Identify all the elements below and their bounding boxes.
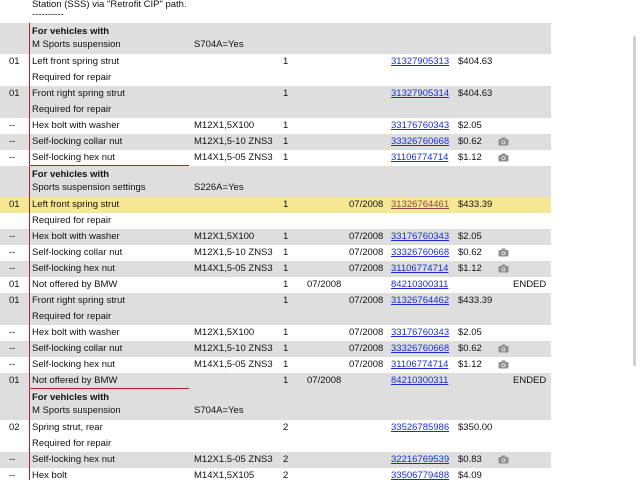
table-row xyxy=(0,325,551,341)
part-spec: M12X1,5X100 xyxy=(194,120,255,131)
part-quantity: 1 xyxy=(283,295,289,306)
group-header xyxy=(0,23,551,54)
part-number-link[interactable]: 31106774714 xyxy=(391,152,449,163)
table-row xyxy=(0,293,551,309)
item-number: -- xyxy=(9,327,16,338)
part-description: Left front spring strut xyxy=(32,199,120,210)
group-header-code: S704A=Yes xyxy=(194,39,244,50)
repair-note: Required for repair xyxy=(32,72,112,83)
part-price: $2.05 xyxy=(458,120,482,131)
intro-text xyxy=(32,0,552,20)
part-price: $0.62 xyxy=(458,343,482,354)
part-number-link[interactable]: 33326760668 xyxy=(391,343,450,354)
group-header xyxy=(0,166,551,197)
part-price: $433.39 xyxy=(458,199,493,210)
part-quantity: 1 xyxy=(283,359,289,370)
valid-to: 07/2008 xyxy=(349,263,384,274)
part-description: Self-locking hex nut xyxy=(32,263,115,274)
table-row xyxy=(0,373,551,389)
part-number-link[interactable]: 33526785986 xyxy=(391,422,450,433)
table-row xyxy=(0,357,551,373)
item-number: 02 xyxy=(9,422,20,433)
repair-note: Required for repair xyxy=(32,104,112,115)
part-description: Front right spring strut xyxy=(32,295,125,306)
valid-to: 07/2008 xyxy=(349,199,384,210)
status-label: ENDED xyxy=(513,375,547,386)
item-number: -- xyxy=(9,470,16,481)
note-row xyxy=(0,70,551,86)
note-row xyxy=(0,213,551,229)
table-row xyxy=(0,54,551,70)
item-number: 01 xyxy=(9,375,20,386)
part-number-link[interactable]: 84210300311 xyxy=(391,279,449,290)
item-number: 01 xyxy=(9,295,20,306)
part-quantity: 1 xyxy=(283,375,289,386)
camera-icon[interactable] xyxy=(498,153,509,162)
part-price: $404.63 xyxy=(458,56,493,67)
part-description: Not offered by BMW xyxy=(32,375,118,386)
note-row xyxy=(0,436,551,452)
item-number: -- xyxy=(9,247,16,258)
part-description: Self-locking hex nut xyxy=(32,152,115,163)
table-row xyxy=(0,420,551,436)
table-row xyxy=(0,134,551,150)
part-number-link[interactable]: 33176760343 xyxy=(391,327,450,338)
valid-to: 07/2008 xyxy=(349,247,384,258)
part-quantity: 2 xyxy=(283,454,289,465)
part-description: Self-locking hex nut xyxy=(32,359,115,370)
part-quantity: 1 xyxy=(283,231,289,242)
scrollbar[interactable] xyxy=(633,36,636,366)
part-description: Front right spring strut xyxy=(32,88,125,99)
camera-icon[interactable] xyxy=(498,264,509,273)
intro-divider: ---------- xyxy=(32,9,64,20)
item-number: -- xyxy=(9,120,16,131)
part-spec: M14X1,5-05 ZNS3 xyxy=(194,263,273,274)
table-row xyxy=(0,341,551,357)
table-row xyxy=(0,197,551,213)
camera-icon[interactable] xyxy=(498,360,509,369)
part-number-link[interactable]: 33326760668 xyxy=(391,247,450,258)
part-price: $2.05 xyxy=(458,327,482,338)
item-number: -- xyxy=(9,263,16,274)
group-header-condition: M Sports suspension xyxy=(32,405,121,416)
part-description: Spring strut, rear xyxy=(32,422,103,433)
part-spec: M12X1,5X100 xyxy=(194,327,255,338)
table-row xyxy=(0,277,551,293)
note-row xyxy=(0,102,551,118)
part-spec: M14X1,5X105 xyxy=(194,470,255,481)
table-row xyxy=(0,118,551,134)
part-description: Left front spring strut xyxy=(32,56,120,67)
part-price: $2.05 xyxy=(458,231,482,242)
part-number-link[interactable]: 31327905313 xyxy=(391,56,450,67)
group-header-title: For vehicles with xyxy=(32,169,110,180)
part-number-link[interactable]: 31106774714 xyxy=(391,263,449,274)
table-row xyxy=(0,261,551,277)
part-price: $1.12 xyxy=(458,263,482,274)
part-quantity: 1 xyxy=(283,120,289,131)
part-quantity: 2 xyxy=(283,422,289,433)
valid-to: 07/2008 xyxy=(349,295,384,306)
group-header-code: S226A=Yes xyxy=(194,182,244,193)
camera-icon[interactable] xyxy=(498,455,509,464)
item-number: -- xyxy=(9,231,16,242)
part-number-link[interactable]: 33506779488 xyxy=(391,470,450,481)
part-price: $350.00 xyxy=(458,422,493,433)
part-spec: M12X1.5-05 ZNS3 xyxy=(194,454,273,465)
part-description: Hex bolt with washer xyxy=(32,327,120,338)
part-number-link[interactable]: 31327905314 xyxy=(391,88,450,99)
part-number-link[interactable]: 32216769539 xyxy=(391,454,450,465)
part-description: Self-locking collar nut xyxy=(32,247,123,258)
repair-note: Required for repair xyxy=(32,311,112,322)
intro-line: Station (SSS) via "Retrofit CIP" path. xyxy=(32,0,187,10)
valid-to: 07/2008 xyxy=(349,231,384,242)
part-spec: M14X1,5-05 ZNS3 xyxy=(194,152,273,163)
part-quantity: 1 xyxy=(283,343,289,354)
part-quantity: 1 xyxy=(283,279,289,290)
part-price: $433.39 xyxy=(458,295,493,306)
item-number: -- xyxy=(9,136,16,147)
valid-from: 07/2008 xyxy=(307,279,342,290)
part-price: $1.12 xyxy=(458,152,482,163)
group-header xyxy=(0,389,551,420)
table-row xyxy=(0,150,551,166)
item-number: 01 xyxy=(9,279,20,290)
part-description: Hex bolt with washer xyxy=(32,120,120,131)
camera-icon[interactable] xyxy=(498,344,509,353)
part-spec: M12X1,5-10 ZNS3 xyxy=(194,136,273,147)
repair-note: Required for repair xyxy=(32,215,112,226)
part-price: $404.63 xyxy=(458,88,493,99)
part-quantity: 1 xyxy=(283,136,289,147)
part-quantity: 1 xyxy=(283,152,289,163)
part-description: Self-locking hex nut xyxy=(32,454,115,465)
part-price: $1.12 xyxy=(458,359,482,370)
part-number-link[interactable]: 33326760668 xyxy=(391,136,450,147)
part-description: Hex bolt xyxy=(32,470,67,481)
camera-icon[interactable] xyxy=(498,137,509,146)
part-quantity: 1 xyxy=(283,88,289,99)
group-header-condition: Sports suspension settings xyxy=(32,182,146,193)
part-price: $4.09 xyxy=(458,470,482,481)
part-number-link[interactable]: 33176760343 xyxy=(391,120,450,131)
part-spec: M12X1,5-10 ZNS3 xyxy=(194,247,273,258)
table-row xyxy=(0,229,551,245)
part-price: $0.83 xyxy=(458,454,482,465)
item-number: 01 xyxy=(9,88,20,99)
camera-icon[interactable] xyxy=(498,248,509,257)
part-price: $0.62 xyxy=(458,247,482,258)
item-number: -- xyxy=(9,152,16,163)
part-quantity: 1 xyxy=(283,327,289,338)
item-number: 01 xyxy=(9,56,20,67)
group-header-code: S704A=Yes xyxy=(194,405,244,416)
part-number-link[interactable]: 31326764462 xyxy=(391,295,450,306)
valid-to: 07/2008 xyxy=(349,327,384,338)
table-row xyxy=(0,245,551,261)
note-row xyxy=(0,309,551,325)
part-quantity: 1 xyxy=(283,199,289,210)
repair-note: Required for repair xyxy=(32,438,112,449)
part-number-link[interactable]: 33176760343 xyxy=(391,231,450,242)
valid-to: 07/2008 xyxy=(349,359,384,370)
table-row xyxy=(0,86,551,102)
part-description: Hex bolt with washer xyxy=(32,231,120,242)
part-spec: M12X1,5X100 xyxy=(194,231,255,242)
valid-to: 07/2008 xyxy=(349,343,384,354)
group-header-title: For vehicles with xyxy=(32,26,110,37)
item-number: -- xyxy=(9,454,16,465)
part-spec: M14X1,5-05 ZNS3 xyxy=(194,359,273,370)
status-label: ENDED xyxy=(513,279,547,290)
item-number: -- xyxy=(9,343,16,354)
item-number: 01 xyxy=(9,199,20,210)
part-number-link[interactable]: 84210300311 xyxy=(391,375,449,386)
part-description: Not offered by BMW xyxy=(32,279,118,290)
part-quantity: 2 xyxy=(283,470,289,481)
parts-table xyxy=(0,23,551,484)
part-number-link[interactable]: 31326764461 xyxy=(391,199,450,210)
part-spec: M12X1,5-10 ZNS3 xyxy=(194,343,273,354)
group-header-title: For vehicles with xyxy=(32,392,110,403)
part-description: Self-locking collar nut xyxy=(32,136,123,147)
group-header-condition: M Sports suspension xyxy=(32,39,121,50)
table-row xyxy=(0,452,551,468)
item-number: -- xyxy=(9,359,16,370)
part-price: $0.62 xyxy=(458,136,482,147)
part-number-link[interactable]: 31106774714 xyxy=(391,359,449,370)
part-quantity: 1 xyxy=(283,56,289,67)
part-quantity: 1 xyxy=(283,263,289,274)
part-description: Self-locking collar nut xyxy=(32,343,123,354)
valid-from: 07/2008 xyxy=(307,375,342,386)
table-row xyxy=(0,468,551,484)
part-quantity: 1 xyxy=(283,247,289,258)
